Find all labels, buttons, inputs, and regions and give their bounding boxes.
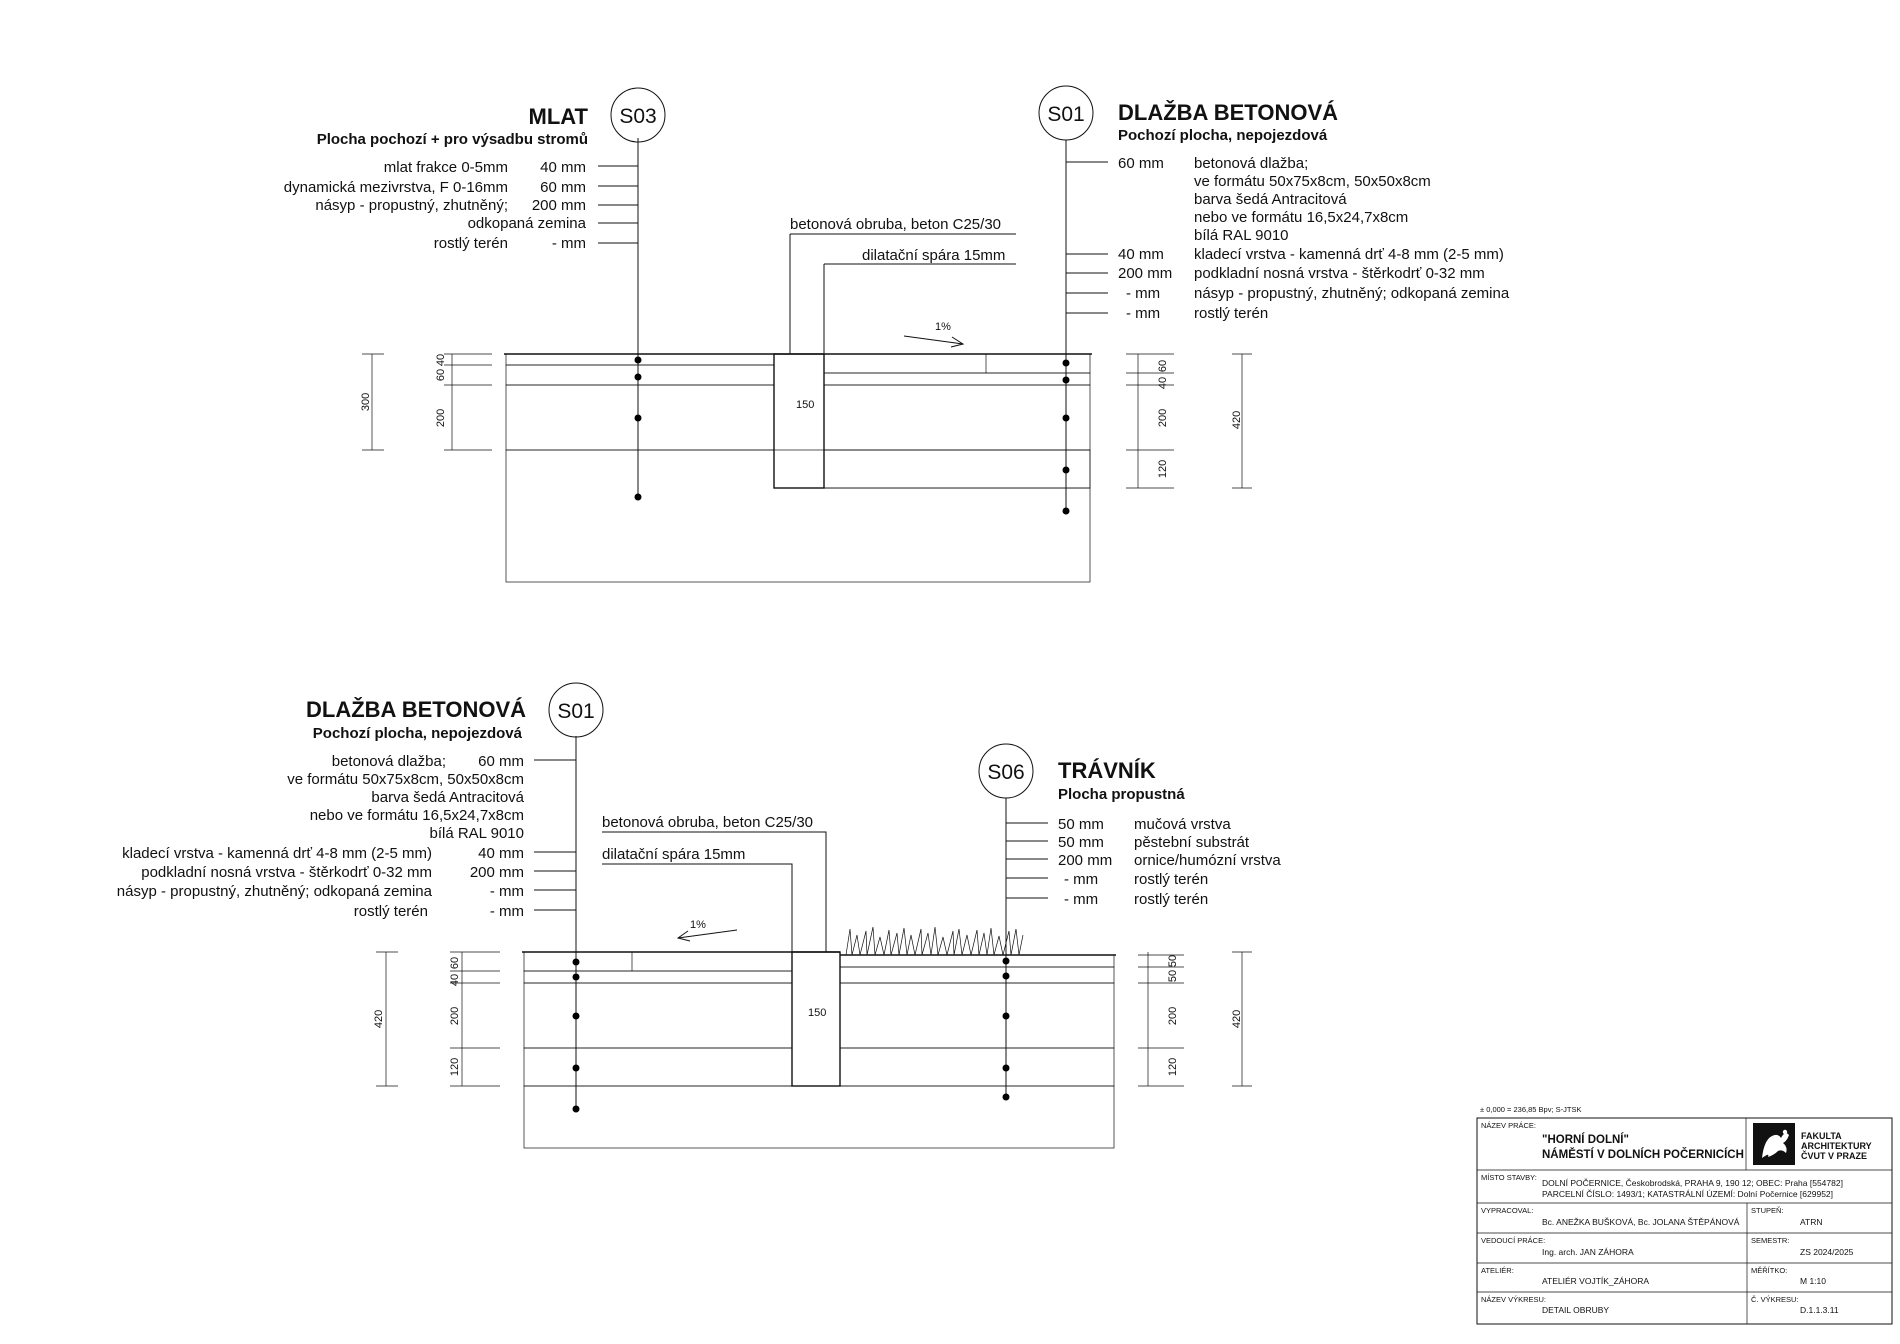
bottom-left-row-value: 60 mm	[478, 753, 524, 770]
bottom-left-row-label: nebo ve formátu 16,5x24,7x8cm	[309, 807, 524, 824]
top-right-row-value: 60 mm	[1118, 155, 1164, 172]
bottom-right-subtitle: Plocha propustná	[1058, 786, 1185, 803]
bottom-right-dim-b: 50	[1167, 954, 1179, 968]
bottom-right-row-label: ornice/humózní vrstva	[1134, 852, 1281, 869]
bottom-slope-arrow	[678, 930, 737, 941]
top-left-dim-total: 300	[360, 392, 372, 412]
bottom-right-dim-c: 200	[1167, 1006, 1179, 1026]
top-slope-arrow	[904, 336, 963, 347]
top-left-row-value: 60 mm	[540, 179, 586, 196]
stage-label: STUPEŇ:	[1751, 1206, 1784, 1215]
bottom-joint-label: dilatační spára 15mm	[602, 846, 746, 863]
top-right-row-value: 40 mm	[1118, 246, 1164, 263]
top-left-dim-a: 60	[435, 368, 447, 382]
top-right-row-label: nebo ve formátu 16,5x24,7x8cm	[1194, 209, 1409, 226]
top-slope-text: 1%	[935, 321, 951, 333]
top-left-row-value: - mm	[551, 235, 586, 252]
bottom-left-row-value: 200 mm	[469, 864, 524, 881]
stage: ATRN	[1800, 1217, 1823, 1227]
bottom-right-row-label: pěstební substrát	[1134, 834, 1250, 851]
bottom-left-row-value: - mm	[489, 903, 524, 920]
top-right-row-value: 200 mm	[1118, 265, 1173, 282]
bottom-curb-width: 150	[808, 1007, 827, 1019]
top-right-title: DLAŽBA BETONOVÁ	[1118, 100, 1338, 125]
school-line3: ČVUT V PRAZE	[1801, 1151, 1868, 1161]
bottom-left-dim-lines	[376, 952, 500, 1086]
studio: ATELIÉR VOJTÍK_ZÁHORA	[1542, 1276, 1650, 1286]
top-left-dim-c: 200	[435, 408, 447, 428]
school-line1: FAKULTA	[1801, 1131, 1842, 1141]
top-right-row-label: betonová dlažba;	[1194, 155, 1309, 172]
bottom-right-dim-total: 420	[1231, 1009, 1243, 1029]
bottom-right-row-label: mučová vrstva	[1134, 816, 1231, 833]
top-left-row-label: rostlý terén	[433, 235, 508, 252]
top-left-dim-b: 40	[435, 353, 447, 367]
project-label: NÁZEV PRÁCE:	[1481, 1121, 1537, 1130]
bottom-left-row-value: - mm	[489, 883, 524, 900]
top-left-row-value: 200 mm	[531, 197, 586, 214]
top-section-cut	[504, 354, 1092, 582]
bottom-left-row-label: betonová dlažba;	[331, 753, 446, 770]
site-line1: DOLNÍ POČERNICE, Českobrodská, PRAHA 9, 190 12; OBEC: Praha [554782]	[1542, 1178, 1843, 1188]
top-right-dim-d: 120	[1157, 459, 1169, 479]
top-right-row-label: násyp - propustný, zhutněný; odkopaná zemina	[1194, 285, 1510, 302]
bottom-left-row-label: podkladní nosná vrstva - štěrkodrť 0-32 mm	[141, 864, 432, 881]
top-right-dim-b: 60	[1157, 359, 1169, 373]
bottom-right-row-value: 50 mm	[1058, 816, 1104, 833]
top-right-leaders	[1066, 140, 1108, 512]
bottom-left-subtitle: Pochozí plocha, nepojezdová	[312, 725, 522, 742]
top-right-row-label: rostlý terén	[1194, 305, 1269, 322]
top-right-row-value: - mm	[1126, 305, 1161, 322]
studio-label: ATELIÉR:	[1481, 1266, 1514, 1275]
top-right-row-label: ve formátu 50x75x8cm, 50x50x8cm	[1194, 173, 1431, 190]
bottom-left-tag-text: S01	[557, 700, 595, 723]
top-section	[284, 86, 1510, 582]
supervisor: Ing. arch. JAN ZÁHORA	[1542, 1247, 1634, 1257]
author: Bc. ANEŽKA BUŠKOVÁ, Bc. JOLANA ŠTĚPÁNOVÁ	[1542, 1217, 1740, 1227]
top-left-row-label: odkopaná zemina	[467, 215, 586, 232]
semester-label: SEMESTR:	[1751, 1236, 1790, 1245]
bottom-left-title: DLAŽBA BETONOVÁ	[306, 697, 526, 722]
bottom-right-tag	[979, 744, 1033, 798]
bottom-right-dim-a: 50	[1167, 969, 1179, 983]
bottom-right-row-value: - mm	[1064, 871, 1099, 888]
author-label: VYPRACOVAL:	[1481, 1206, 1534, 1215]
top-right-row-label: bílá RAL 9010	[1194, 227, 1289, 244]
bottom-left-row-value: 40 mm	[478, 845, 524, 862]
top-left-row-label: dynamická mezivrstva, F 0-16mm	[283, 179, 508, 196]
scale-label: MĚŘÍTKO:	[1751, 1266, 1788, 1275]
bottom-left-dim-total: 420	[373, 1009, 385, 1029]
bottom-right-title: TRÁVNÍK	[1058, 758, 1156, 783]
bottom-right-row-label: rostlý terén	[1134, 891, 1209, 908]
top-left-tag	[611, 88, 665, 142]
top-curb-label: betonová obruba, beton C25/30	[790, 216, 1002, 233]
semester: ZS 2024/2025	[1800, 1247, 1854, 1257]
bottom-slope-text: 1%	[690, 919, 706, 931]
top-left-tag-text: S03	[619, 105, 657, 128]
bottom-layer-dots	[573, 958, 1010, 1113]
bottom-left-row-label: násyp - propustný, zhutněný; odkopaná zemina	[116, 883, 432, 900]
drawing-number: D.1.1.3.11	[1800, 1305, 1839, 1315]
top-right-subtitle: Pochozí plocha, nepojezdová	[1118, 127, 1328, 144]
number-label: Č. VÝKRESU:	[1751, 1295, 1799, 1304]
bottom-right-row-label: rostlý terén	[1134, 871, 1209, 888]
top-left-row-label: násyp - propustný, zhutněný;	[315, 197, 508, 214]
bottom-section-cut	[522, 927, 1116, 1148]
top-right-row-label: podkladní nosná vrstva - štěrkodrť 0-32 mm	[1194, 265, 1485, 282]
supervisor-label: VEDOUCÍ PRÁCE:	[1481, 1236, 1546, 1245]
bottom-section	[117, 683, 1282, 1148]
bottom-right-row-value: 50 mm	[1058, 834, 1104, 851]
bottom-left-row-label: ve formátu 50x75x8cm, 50x50x8cm	[287, 771, 524, 788]
scale: M 1:10	[1800, 1276, 1826, 1286]
top-joint-label: dilatační spára 15mm	[862, 247, 1006, 264]
bottom-right-row-value: 200 mm	[1058, 852, 1113, 869]
bottom-left-row-label: bílá RAL 9010	[429, 825, 524, 842]
bottom-left-dim-d: 120	[449, 1057, 461, 1077]
bottom-left-row-label: kladecí vrstva - kamenná drť 4-8 mm (2-5 mm)	[122, 845, 432, 862]
drawing-label: NÁZEV VÝKRESU:	[1481, 1295, 1547, 1304]
title-block	[1477, 1105, 1892, 1324]
top-left-title: MLAT	[528, 104, 588, 129]
top-left-row-value: 40 mm	[540, 159, 586, 176]
top-left-leaders	[598, 138, 638, 500]
bottom-right-tag-text: S06	[987, 761, 1025, 784]
top-right-tag-text: S01	[1047, 103, 1085, 126]
top-right-row-value: - mm	[1126, 285, 1161, 302]
bottom-left-dim-b: 60	[449, 956, 461, 970]
site-label: MÍSTO STAVBY:	[1481, 1173, 1537, 1182]
top-left-subtitle: Plocha pochozí + pro výsadbu stromů	[316, 131, 588, 148]
bottom-right-row-value: - mm	[1064, 891, 1099, 908]
top-right-dim-a: 40	[1157, 376, 1169, 390]
project-line2: NÁMĚSTÍ V DOLNÍCH POČERNICÍCH	[1542, 1149, 1744, 1161]
bottom-left-dim-a: 40	[449, 973, 461, 987]
top-curb-width: 150	[796, 399, 815, 411]
datum-note: ± 0,000 = 236,85 Bpv; S-JTSK	[1480, 1105, 1582, 1114]
top-right-row-label: kladecí vrstva - kamenná drť 4-8 mm (2-5 mm)	[1194, 246, 1504, 263]
bottom-left-dim-c: 200	[449, 1006, 461, 1026]
bottom-left-row-label: rostlý terén	[353, 903, 428, 920]
bottom-left-row-label: barva šedá Antracitová	[371, 789, 524, 806]
school-line2: ARCHITEKTURY	[1801, 1141, 1872, 1151]
top-left-row-label: mlat frakce 0-5mm	[383, 159, 508, 176]
drawing-name: DETAIL OBRUBY	[1542, 1305, 1610, 1315]
project-line1: "HORNÍ DOLNÍ"	[1542, 1134, 1629, 1146]
top-left-dim-lines	[362, 354, 492, 450]
top-right-row-label: barva šedá Antracitová	[1194, 191, 1347, 208]
top-right-dim-c: 200	[1157, 408, 1169, 428]
top-right-tag	[1039, 86, 1093, 140]
school-logo	[1753, 1123, 1795, 1165]
bottom-left-leaders	[534, 736, 576, 1110]
top-right-dim-total: 420	[1231, 410, 1243, 430]
bottom-right-dim-d: 120	[1167, 1057, 1179, 1077]
bottom-curb-label: betonová obruba, beton C25/30	[602, 814, 814, 831]
site-line2: PARCELNÍ ČÍSLO: 1493/1; KATASTRÁLNÍ ÚZEMÍ: Dolní Počernice [629952]	[1542, 1189, 1834, 1199]
bottom-left-tag	[549, 683, 603, 737]
top-layer-dots	[635, 357, 1070, 515]
